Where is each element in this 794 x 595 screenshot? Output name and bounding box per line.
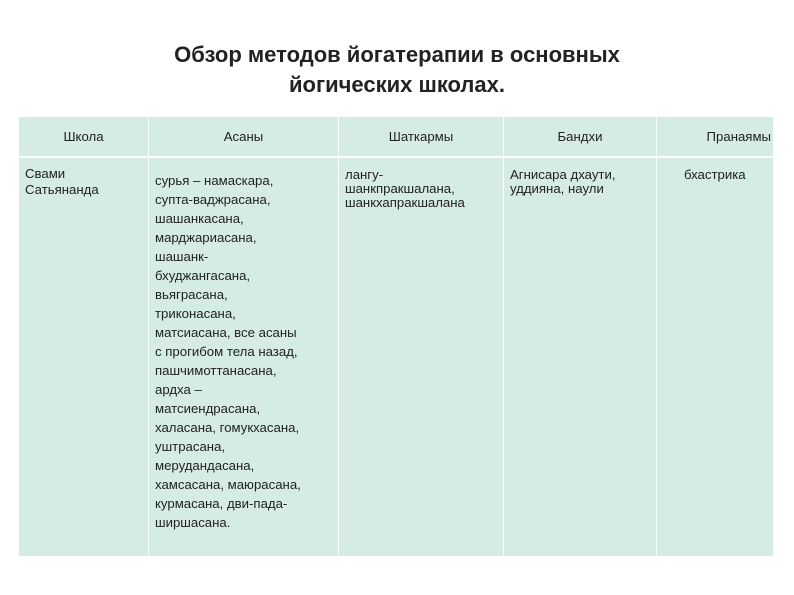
header-pranayamas: Пранаямы <box>706 129 771 144</box>
cell-line: хамсасана, маюрасана, <box>155 477 301 492</box>
cell-line: Свами <box>25 166 66 181</box>
cell-line: сурья – намаскара, <box>155 173 274 188</box>
cell-line: матсиасана, все асаны <box>155 325 297 340</box>
cell-line: шашанкасана, <box>155 211 244 226</box>
cell-line: курмасана, дви-пада- <box>155 496 288 511</box>
cell-line: пашчимоттанасана, <box>155 363 277 378</box>
cell-line: ширшасана. <box>155 515 231 530</box>
cell-line: Сатьянанда <box>25 182 99 197</box>
cell-line: супта-ваджрасана, <box>155 192 271 207</box>
yoga-methods-table <box>19 117 773 556</box>
cell-line: уддияна, наули <box>510 181 604 196</box>
header-bandhas: Бандхи <box>557 129 603 144</box>
cell-pranayamas <box>657 168 773 182</box>
cell-line: шанкхапракшалана <box>345 195 465 210</box>
header-shatkarmas: Шаткармы <box>388 129 454 144</box>
cell-line: бхастрика <box>684 167 746 182</box>
cell-line: ардха – <box>155 382 202 397</box>
cell-line: Агнисара дхаути, <box>510 167 616 182</box>
cell-line: с прогибом тела назад, <box>155 344 298 359</box>
cell-school <box>19 166 148 198</box>
cell-line: халасана, гомукхасана, <box>155 420 300 435</box>
cell-line: шанкпракшалана, <box>345 181 455 196</box>
cell-line: шашанк- <box>155 249 209 264</box>
cell-line: вьяграсана, <box>155 287 228 302</box>
cell-line: матсиендрасана, <box>155 401 261 416</box>
cell-line: триконасана, <box>155 306 236 321</box>
header-divider <box>19 156 773 158</box>
cell-line: марджариасана, <box>155 230 257 245</box>
column-divider <box>656 117 657 556</box>
cell-bandhas <box>504 168 656 196</box>
cell-line: бхуджангасана, <box>155 268 251 283</box>
title-line-2: йогических школах. <box>289 72 505 97</box>
header-asanas: Асаны <box>223 129 264 144</box>
cell-line: мерудандасана, <box>155 458 255 473</box>
cell-line: лангу- <box>345 167 384 182</box>
page-title <box>60 40 734 100</box>
title-line-1: Обзор методов йогатерапии в основных <box>174 42 620 67</box>
cell-asanas <box>149 171 338 532</box>
cell-shatkarmas <box>339 168 503 210</box>
header-school: Школа <box>63 129 104 144</box>
cell-line: уштрасана, <box>155 439 226 454</box>
